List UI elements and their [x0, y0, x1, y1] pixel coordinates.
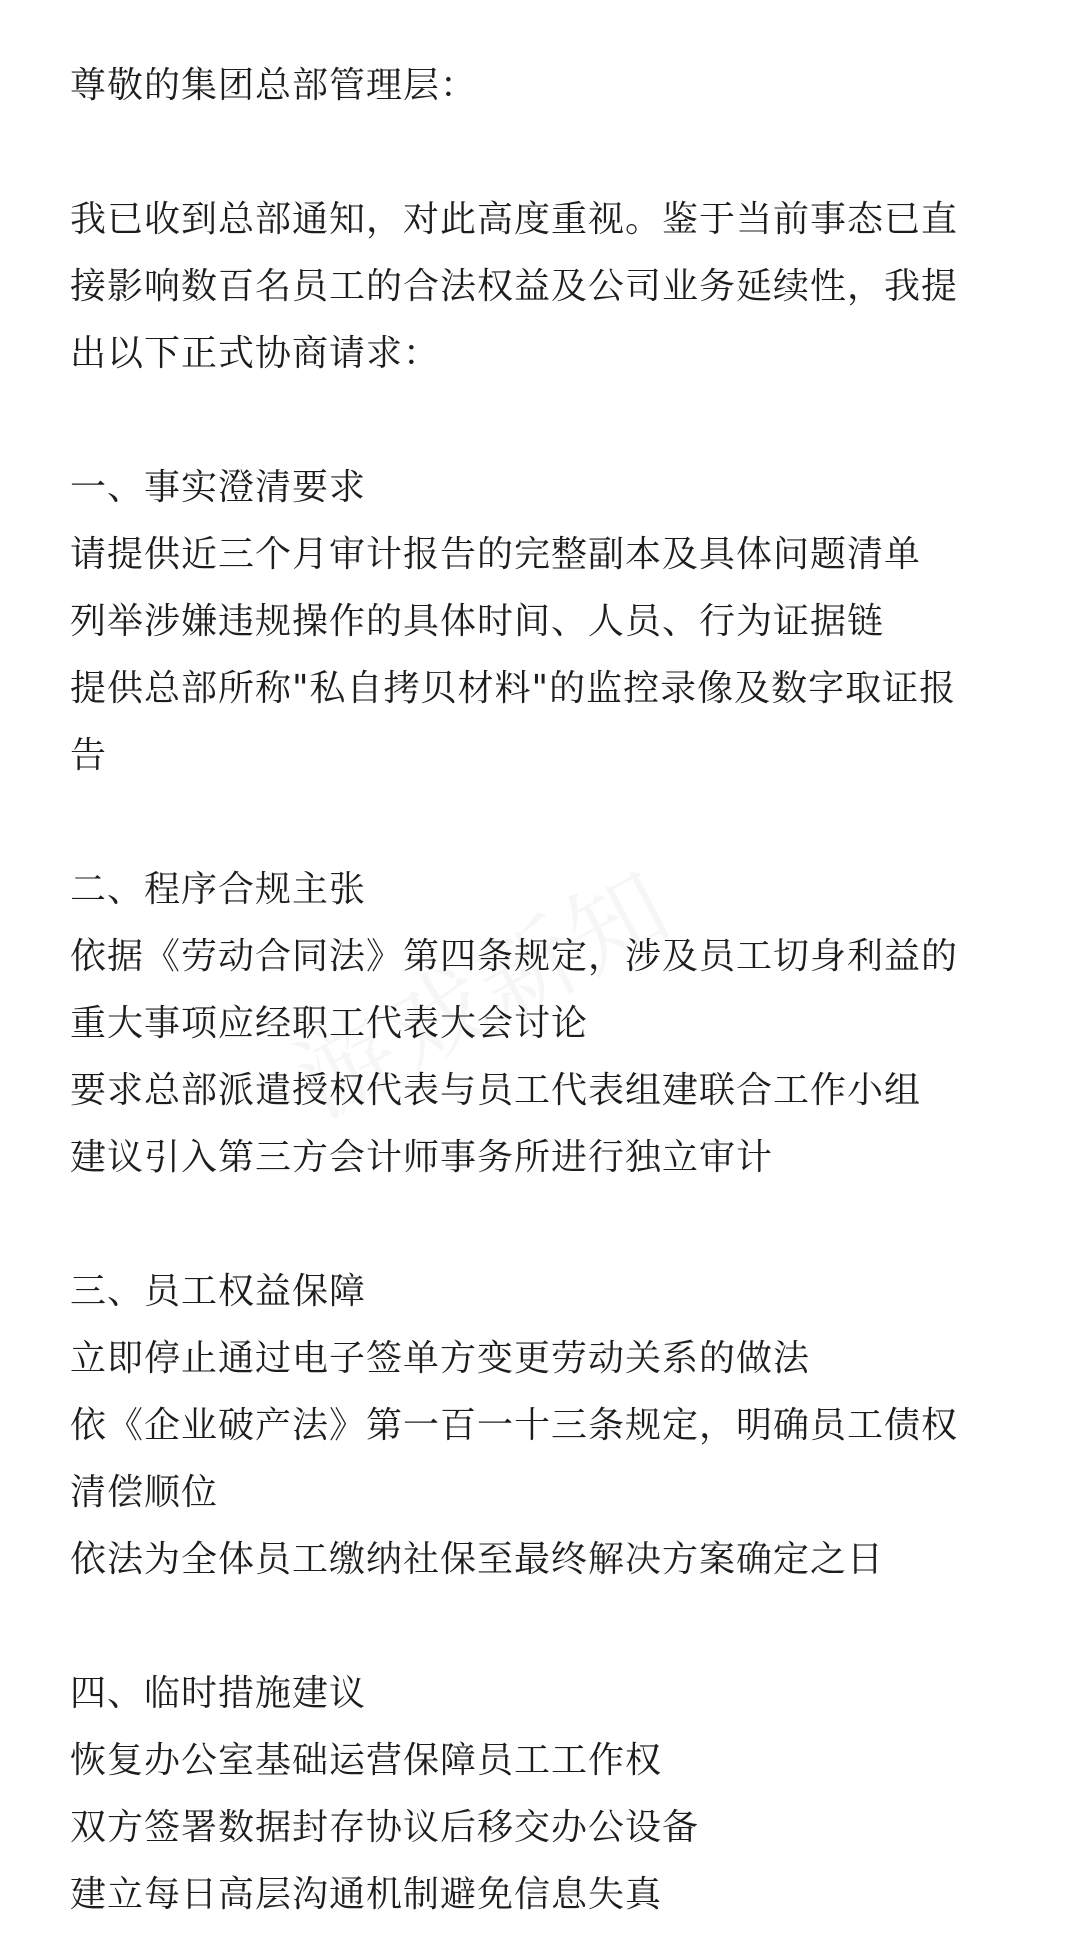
intro-line: 接影响数百名员工的合法权益及公司业务延续性，我提 [70, 266, 959, 307]
section-heading: 一、事实澄清要求 [70, 467, 367, 508]
section-line: 建立每日高层沟通机制避免信息失真 [70, 1874, 663, 1915]
intro-line: 我已收到总部通知，对此高度重视。鉴于当前事态已直 [70, 199, 959, 240]
section-line: 提供总部所称"私自拷贝材料"的监控录像及数字取证报 [70, 668, 957, 709]
section-heading: 二、程序合规主张 [70, 869, 367, 910]
section-line: 双方签署数据封存协议后移交办公设备 [70, 1807, 700, 1848]
section-heading: 四、临时措施建议 [70, 1673, 367, 1714]
intro-line: 出以下正式协商请求： [70, 333, 441, 374]
section-line: 要求总部派遣授权代表与员工代表组建联合工作小组 [70, 1070, 922, 1111]
spacer [70, 1191, 1020, 1258]
section-line: 依法为全体员工缴纳社保至最终解决方案确定之日 [70, 1539, 885, 1580]
section-line: 列举涉嫌违规操作的具体时间、人员、行为证据链 [70, 601, 885, 642]
section-line: 重大事项应经职工代表大会讨论 [70, 1003, 589, 1044]
section-line: 依据《劳动合同法》第四条规定，涉及员工切身利益的 [70, 936, 959, 977]
section-line: 告 [70, 735, 108, 776]
spacer [70, 119, 1020, 186]
section-line: 清偿顺位 [70, 1472, 219, 1513]
section-line: 请提供近三个月审计报告的完整副本及具体问题清单 [70, 534, 922, 575]
spacer [70, 789, 1020, 856]
section-heading: 三、员工权益保障 [70, 1271, 367, 1312]
section-line: 恢复办公室基础运营保障员工工作权 [70, 1740, 663, 1781]
spacer [70, 1593, 1020, 1660]
section-line: 依《企业破产法》第一百一十三条规定，明确员工债权 [70, 1405, 959, 1446]
section-line: 立即停止通过电子签单方变更劳动关系的做法 [70, 1338, 811, 1379]
greeting: 尊敬的集团总部管理层： [70, 65, 478, 106]
spacer [70, 387, 1020, 454]
section-line: 建议引入第三方会计师事务所进行独立审计 [70, 1137, 774, 1178]
